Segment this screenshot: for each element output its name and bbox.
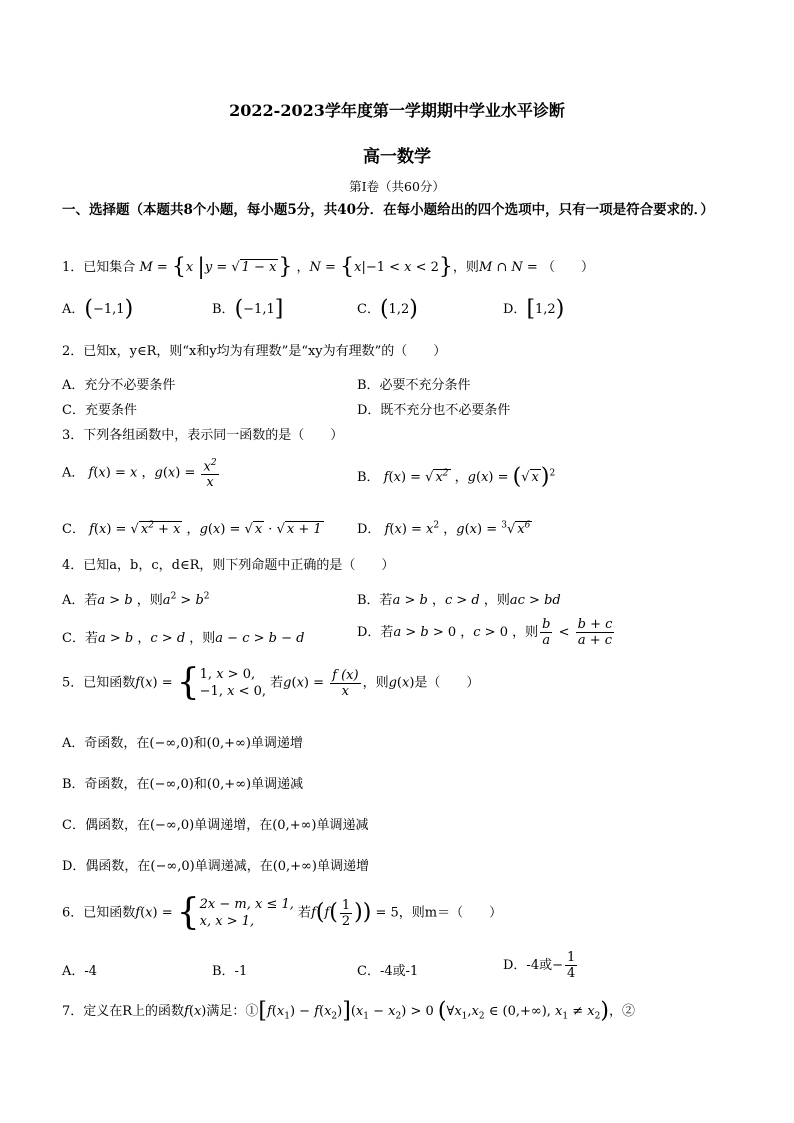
question-4: 4．已知a，b，c，d∈R，则下列命题中正确的是（ ） (62, 558, 395, 573)
question-5-option-d: D．偶函数，在(−∞,0)单调递减，在(0,+∞)单调递增 (62, 859, 369, 874)
volume-label: 第Ⅰ卷（共60分） (349, 179, 445, 194)
question-3-option-a: A． f(x) = x ，g(x) = $\frac{x^2}{x}$ (62, 458, 217, 491)
question-2-option-a: A．充分不必要条件 (62, 378, 176, 393)
question-5-stem-c: ，则 (362, 675, 389, 691)
question-6-option-b: B．-1 (212, 964, 248, 979)
question-6-option-a: A．-4 (62, 964, 98, 979)
question-2-option-c: C．充要条件 (62, 403, 137, 418)
question-1-stem-b: ，则 (452, 260, 479, 275)
question-1-option-a: A．(−1,1) (62, 296, 134, 322)
question-1-number: 1． (62, 260, 84, 275)
question-6-stem-c: ，则m＝（ ） (398, 905, 503, 921)
section-heading: 一、选择题（本题共8个小题，每小题5分，共40分．在每小题给出的四个选项中，只有一项是符合要求的．） (62, 202, 714, 218)
question-7: 7．定义在R上的函数f(x)满足：$①[f(x_1) - f(x_2)](x_1 - x_2) > 0$ ($\forall x_1,x_2$ ∈ (0,+∞), $x_1 \ne x_2$)，② (62, 998, 635, 1024)
question-4-option-b: B．若a > b ，c > d ，则ac > bd (357, 593, 561, 608)
question-4-option-d: D．若a > b > 0 ，c > 0 ，则 $\frac{b}{a}$ < $\frac{b + c}{a + c}$ (357, 617, 613, 648)
question-7-stem-b: 满足：① (206, 1004, 259, 1019)
question-1-option-d: D．[1,2) (503, 296, 565, 322)
question-4-option-c: C．若a > b ，c > d ，则a − c > b − d (62, 631, 305, 646)
question-5: 5．已知函数f(x) = { 1, x > 0, −1, x < 0, 若g(x) = $\frac{f (x)}{x}$ ，则g(x)是（ ） (62, 662, 480, 703)
exam-title: 2022-2023学年度第一学期期中学业水平诊断 (229, 101, 565, 120)
question-2-option-b: B．必要不充分条件 (357, 378, 471, 393)
question-5-stem-d: 是（ ） (414, 675, 480, 691)
question-6-option-c: C．-4或-1 (357, 964, 419, 979)
question-7-stem-a: 7．定义在R上的函数 (62, 1004, 185, 1019)
set-m-expression: M (139, 260, 153, 275)
question-1-stem-a: 已知集合 (83, 260, 136, 275)
question-3-option-d: D． $f(x) = x^2$ ，g(x) = $^3$√ $x^6$ (357, 520, 531, 537)
question-1-stem-c: （ ） (541, 260, 594, 275)
question-4-option-a: A．若a > b ，则$a^2 > b^2$ (62, 591, 210, 608)
question-3: 3．下列各组函数中，表示同一函数的是（ ） (62, 428, 344, 443)
question-3-option-b: B． f(x) = √ $x^2$ ，g(x) = (√ x)$^2$ (357, 464, 556, 490)
question-5-option-a: A．奇函数，在(−∞,0)和(0,+∞)单调递增 (62, 736, 303, 751)
question-6-option-d: D．-4或− $\frac{1}{4}$ (503, 950, 576, 981)
question-2-option-d: D．既不充分也不必要条件 (357, 403, 511, 418)
question-1: 1．已知集合 M = {x |y = √ 1 − x} ，N = {x|−1 < x < 2}，则M ∩ N = （ ） (62, 254, 594, 280)
question-5-option-b: B．奇函数，在(−∞,0)和(0,+∞)单调递减 (62, 777, 304, 792)
question-5-option-c: C．偶函数，在(−∞,0)单调递增，在(0,+∞)单调递减 (62, 818, 369, 833)
question-5-stem-a: 5．已知函数 (62, 675, 136, 691)
question-6-stem-a: 6．已知函数 (62, 905, 136, 921)
question-6: 6．已知函数f(x) = { 2x − m, x ≤ 1, x, x > 1, 若f(f( $\frac{1}{2}$ )) = 5，则m＝（ ） (62, 892, 503, 933)
question-5-stem-b: 若 (270, 675, 284, 691)
question-6-stem-b: 若 (298, 905, 312, 921)
question-2: 2．已知x，y∈R，则“x和y均为有理数”是“xy为有理数”的（ ） (62, 344, 447, 359)
question-1-option-b: B．(−1,1] (212, 296, 284, 322)
subject-title: 高一数学 (363, 147, 431, 167)
question-7-stem-c: ，② (608, 1004, 635, 1019)
question-3-option-c: C． f(x) = √ $x^2 + x$ ，g(x) = √ x · √ x + 1 (62, 520, 322, 537)
question-1-option-c: C．(1,2) (357, 296, 418, 322)
